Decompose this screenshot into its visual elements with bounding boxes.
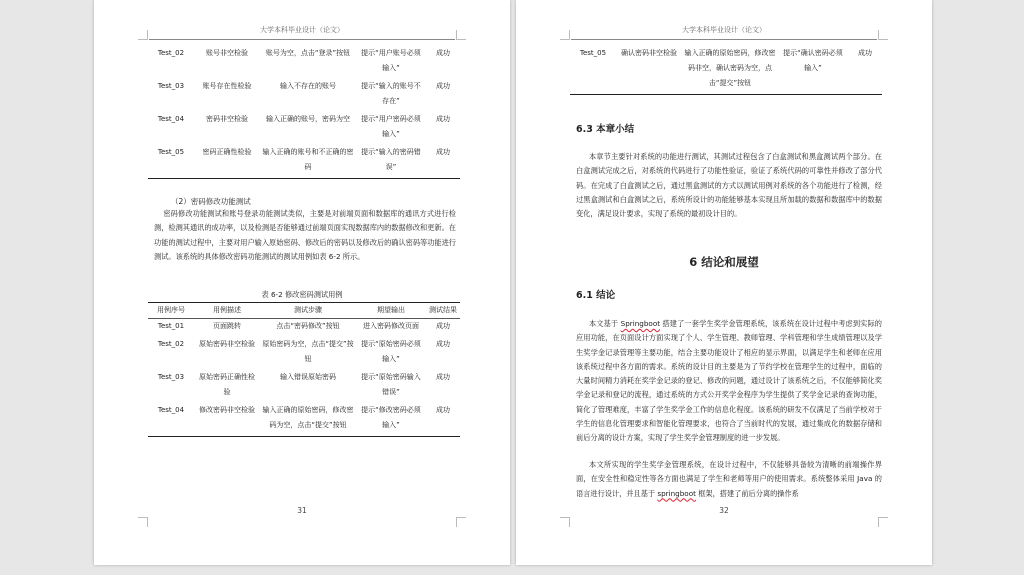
body-paragraph: 本文基于 Springboot 搭建了一套学生奖学金管理系统，该系统在设计过程中考虑到实际的应用功能，在页面设计方面实现了个人、学生管理、教师管理、学科管理和学生成绩管理以及学生奖学金记录管理等主要功能，结合主要功能设计了相应的显示界面，以满足学生和老师在应用该系统过程中各方面的需求。系统的设计目的主要是为了节约学校在管理学生的过程中，面临的大量时间精力消耗在奖学金记录的登记、修改的问题，通过设计了该系统之后，不仅能够简化奖学金记录和登记的流程，通过系统的方式公开奖学金程序为学生提供了奖学金记录的查询功能，简化了管理难度，丰富了学生奖学金工作的信息化程度。该系统的研发不仅满足了当前学校对于学生的信息化管理要求和智能化管理要求，也符合了当前时代的发展，通过集成化的数据存储和前后分离的设计方案，实现了学生奖学金管理制度的进一步发展。 <box>576 319 882 443</box>
table-row: Test_04 密码非空检验 输入正确的账号，密码为空 提示“用户密码必须输入” 成功 <box>157 115 450 138</box>
table-header-row: 用例序号 用例描述 测试步骤 期望输出 测试结果 <box>148 303 460 319</box>
table-row: Test_05 确认密码非空检验 输入正确的原始密码，修改密码非空，确认密码为空，点击“提交”按钮 提示“确认密码必须输入” 成功 <box>570 46 882 95</box>
body-paragraph: 密码修改功能测试和账号登录功能测试类似，主要是对前端页面和数据库的通讯方式进行检测，检测其通讯的成功率，以及检测是否能够通过前端页面实现数据库内的数据修改和更新。在功能的测试过程中，主要对用户输入原始密码、修改后的密码以及修改后的确认密码等功能进行测试。该系统的具体修改密码功能测试的测试用例如表 6-2 所示。 <box>154 209 456 261</box>
table-row: Test_04 修改密码非空检验 输入正确的原始密码，修改密码为空，点击“提交”按钮 提示“修改密码必须输入” 成功 <box>157 406 450 429</box>
page-31 <box>94 0 510 565</box>
running-header: 大学本科毕业设计（论文） <box>682 26 766 34</box>
password-test-table-continued <box>570 46 882 95</box>
table-row: Test_01 页面跳转 点击“密码修改”按钮 进入密码修改页面 成功 <box>157 322 450 330</box>
table-row: Test_02 账号非空检验 账号为空，点击“登录”按钮 提示“用户账号必须输入” 成功 <box>157 49 450 72</box>
spellcheck-word: springboot <box>657 488 696 498</box>
table-row: Test_02 原始密码非空检验 原始密码为空，点击“提交”按钮 提示“原始密码必须输入” 成功 <box>157 340 450 363</box>
body-paragraph: 本章节主要针对系统的功能进行测试，其测试过程包含了白盒测试和黑盒测试两个部分。在白盒测试完成之后，对系统的代码进行了功能性验证，验证了系统代码的可靠性并修改了部分代码。在完成了白盒测试之后，通过黑盒测试的方式以测试用例对系统的各个功能进行了检测，经过黑盒测试和白盒测试之后，系统所设计的功能能够基本实现且所加载的数据和数据库中的数据变化，满足设计要求，实现了系统的最初设计目的。 <box>576 152 882 219</box>
table-row: Test_05 密码正确性检验 输入正确的账号和不正确的密码 提示“输入的密码错误” 成功 <box>148 145 460 179</box>
running-header: 大学本科毕业设计（论文） <box>260 26 344 34</box>
page-32 <box>516 0 932 565</box>
table-row: Test_03 账号存在性检验 输入不存在的账号 提示“输入的账号不存在” 成功 <box>157 82 450 105</box>
password-test-table <box>148 302 460 437</box>
page-number: 32 <box>719 506 729 515</box>
body-paragraph: 本文所实现的学生奖学金管理系统，在设计过程中，不仅能够具备较为清晰的前端操作界面，在安全性和稳定性等各方面也满足了学生和老师等用户的使用需求。系统整体采用 Java 的语言进行设计，并且基于 springboot 框架，搭建了前后分离的操作系 <box>576 460 882 498</box>
section-heading-6-1: 6.1 结论 <box>576 290 616 301</box>
page-number: 31 <box>297 506 307 515</box>
subsection-heading: （2）密码修改功能测试 <box>171 197 251 206</box>
section-heading-6-3: 6.3 本章小结 <box>576 124 635 135</box>
login-test-table-continued <box>148 46 460 179</box>
chapter-heading: 6 结论和展望 <box>689 255 759 269</box>
table-caption: 表 6-2 修改密码测试用例 <box>261 290 343 299</box>
spellcheck-word: Springboot <box>620 319 661 328</box>
table-row: Test_03 原始密码正确性检验 输入错误原始密码 提示“原始密码输入错误” 成功 <box>157 373 450 396</box>
